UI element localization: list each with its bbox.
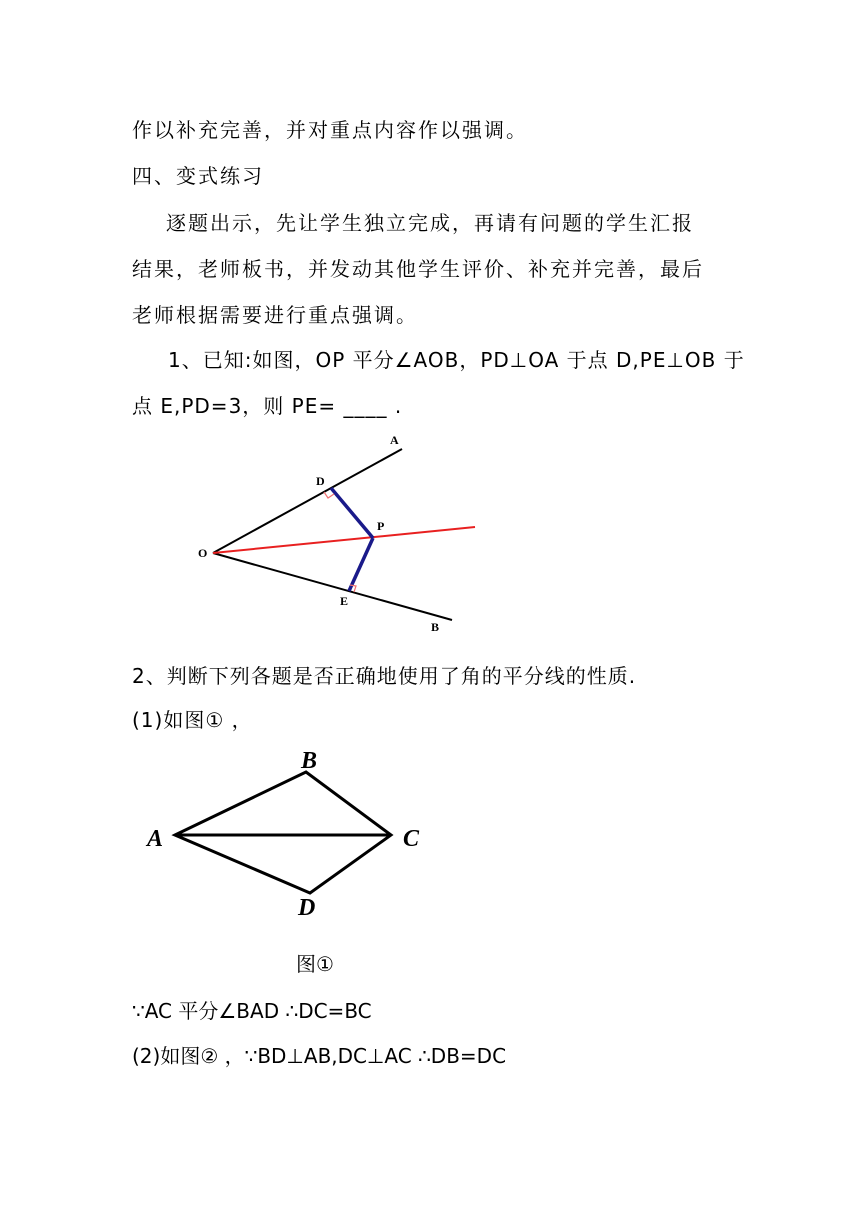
- question-2: 2、判断下列各题是否正确地使用了角的平分线的性质.: [132, 664, 637, 688]
- label-c: C: [403, 826, 420, 852]
- quad-outline: [175, 772, 391, 893]
- question-2-part-1: (1)如图① ，: [132, 708, 253, 732]
- label-a: A: [147, 826, 164, 852]
- label-d: D: [316, 474, 325, 488]
- section-heading-4: 四、变式练习: [132, 164, 264, 188]
- paragraph-line-c: 老师根据需要进行重点强调。: [132, 303, 418, 327]
- paragraph-line-b: 结果，老师板书，并发动其他学生评价、补充并完善，最后: [132, 257, 704, 281]
- label-o: O: [198, 546, 208, 560]
- label-e: E: [340, 594, 349, 608]
- label-b: B: [431, 620, 440, 634]
- figure-1-caption: 图①: [296, 952, 334, 976]
- question-2-part-1-statement: ∵AC 平分∠BAD ∴DC=BC: [132, 999, 372, 1023]
- paragraph-line-a: 逐题出示，先让学生独立完成，再请有问题的学生汇报: [166, 211, 694, 235]
- question-1-line-a: 1、已知:如图，OP 平分∠AOB，PD⊥OA 于点 D,PE⊥OB 于: [168, 348, 745, 372]
- label-b: B: [301, 748, 318, 774]
- text-line-1: 作以补充完善，并对重点内容作以强调。: [132, 118, 528, 142]
- label-d: D: [298, 895, 316, 921]
- question-2-part-2: (2)如图② ，∵BD⊥AB,DC⊥AC ∴DB=DC: [132, 1044, 507, 1068]
- question-1-line-b: 点 E,PD=3，则 PE= ____ .: [132, 394, 403, 418]
- label-a: A: [390, 433, 399, 447]
- label-p: P: [377, 519, 385, 533]
